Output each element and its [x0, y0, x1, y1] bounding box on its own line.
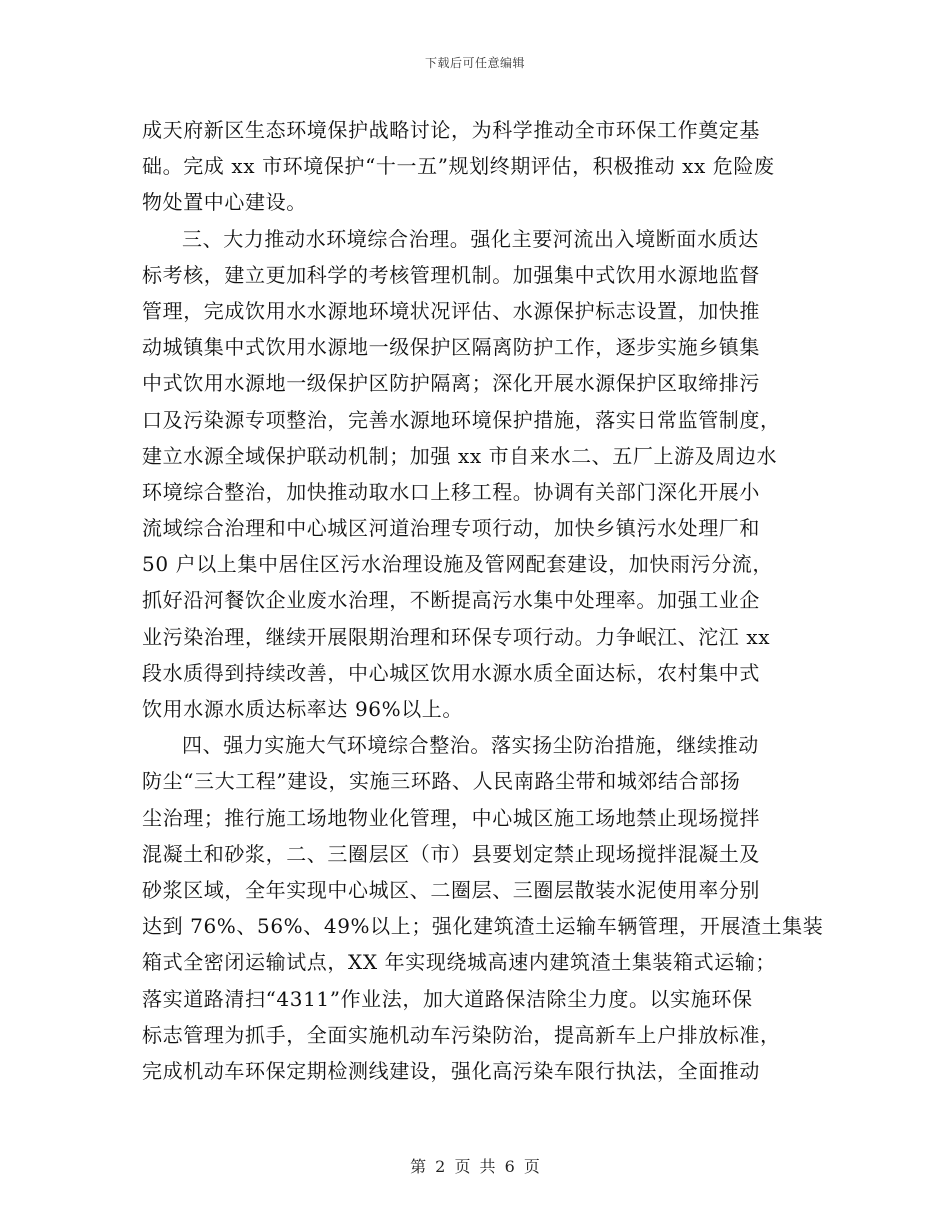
text-line: 箱式全密闭运输试点，XX 年实现绕城高速内建筑渣土集装箱式运输；	[142, 950, 777, 975]
page-header: 下载后可任意编辑	[424, 56, 525, 70]
text-line: 物处置中心建设。	[142, 190, 307, 215]
text-line: 环境综合整治，加快推动取水口上移工程。协调有关部门深化开展小	[142, 479, 760, 504]
text-line: 尘治理；推行施工场地物业化管理，中心城区施工场地禁止现场搅拌	[142, 805, 760, 830]
text-line: 完成机动车环保定期检测线建设，强化高污染车限行执法，全面推动	[142, 1058, 760, 1083]
page-footer: 第 2 页 共 6 页	[410, 1157, 540, 1176]
text-line: 抓好沿河餐饮企业废水治理，不断提高污水集中处理率。加强工业企	[142, 588, 760, 613]
text-line: 口及污染源专项整治，完善水源地环境保护措施，落实日常监管制度，	[142, 407, 781, 432]
text-line: 成天府新区生态环境保护战略讨论，为科学推动全市环保工作奠定基	[142, 118, 760, 142]
text-line: 饮用水源水质达标率达 96%以上。	[142, 697, 464, 721]
text-line: 标志管理为抓手，全面实施机动车污染防治，提高新车上户排放标准，	[142, 1022, 781, 1047]
text-line: 中式饮用水源地一级保护区防护隔离；深化开展水源保护区取缔排污	[142, 371, 760, 396]
text-line: 砂浆区域，全年实现中心城区、二圈层、三圈层散装水泥使用率分别	[142, 877, 760, 902]
text-line: 管理，完成饮用水水源地环境状况评估、水源保护标志设置，加快推	[142, 298, 760, 323]
text-line: 防尘“三大工程”建设，实施三环路、人民南路尘带和城郊结合部扬	[142, 769, 741, 794]
text-line: 落实道路清扫“4311”作业法，加大道路保洁除尘力度。以实施环保	[142, 986, 753, 1011]
text-line: 业污染治理，继续开展限期治理和环保专项行动。力争岷江、沱江 xx	[142, 624, 771, 649]
text-line: 动城镇集中式饮用水源地一级保护区隔离防护工作，逐步实施乡镇集	[142, 335, 760, 360]
text-line: 建立水源全域保护联动机制；加强 xx 市自来水二、五厂上游及周边水	[142, 443, 778, 468]
text-line: 50 户以上集中居住区污水治理设施及管网配套建设，加快雨污分流，	[142, 552, 774, 577]
document-body	[142, 112, 824, 1089]
text-line: 达到 76%、56%、49%以上；强化建筑渣土运输车辆管理，开展渣土集装	[142, 914, 824, 939]
paragraph-first-line: 三、大力推动水环境综合治理。强化主要河流出入境断面水质达	[182, 226, 759, 251]
text-line: 标考核，建立更加科学的考核管理机制。加强集中式饮用水源地监督	[142, 262, 760, 287]
text-line: 流域综合治理和中心城区河道治理专项行动，加快乡镇污水处理厂和	[142, 516, 760, 541]
text-line: 础。完成 xx 市环境保护“十一五”规划终期评估，积极推动 xx 危险废	[142, 154, 775, 179]
text-line: 段水质得到持续改善，中心城区饮用水源水质全面达标，农村集中式	[142, 660, 760, 685]
text-line: 混凝土和砂浆，二、三圈层区（市）县要划定禁止现场搅拌混凝土及	[142, 841, 760, 866]
paragraph-first-line: 四、强力实施大气环境综合整治。落实扬尘防治措施，继续推动	[182, 733, 759, 758]
